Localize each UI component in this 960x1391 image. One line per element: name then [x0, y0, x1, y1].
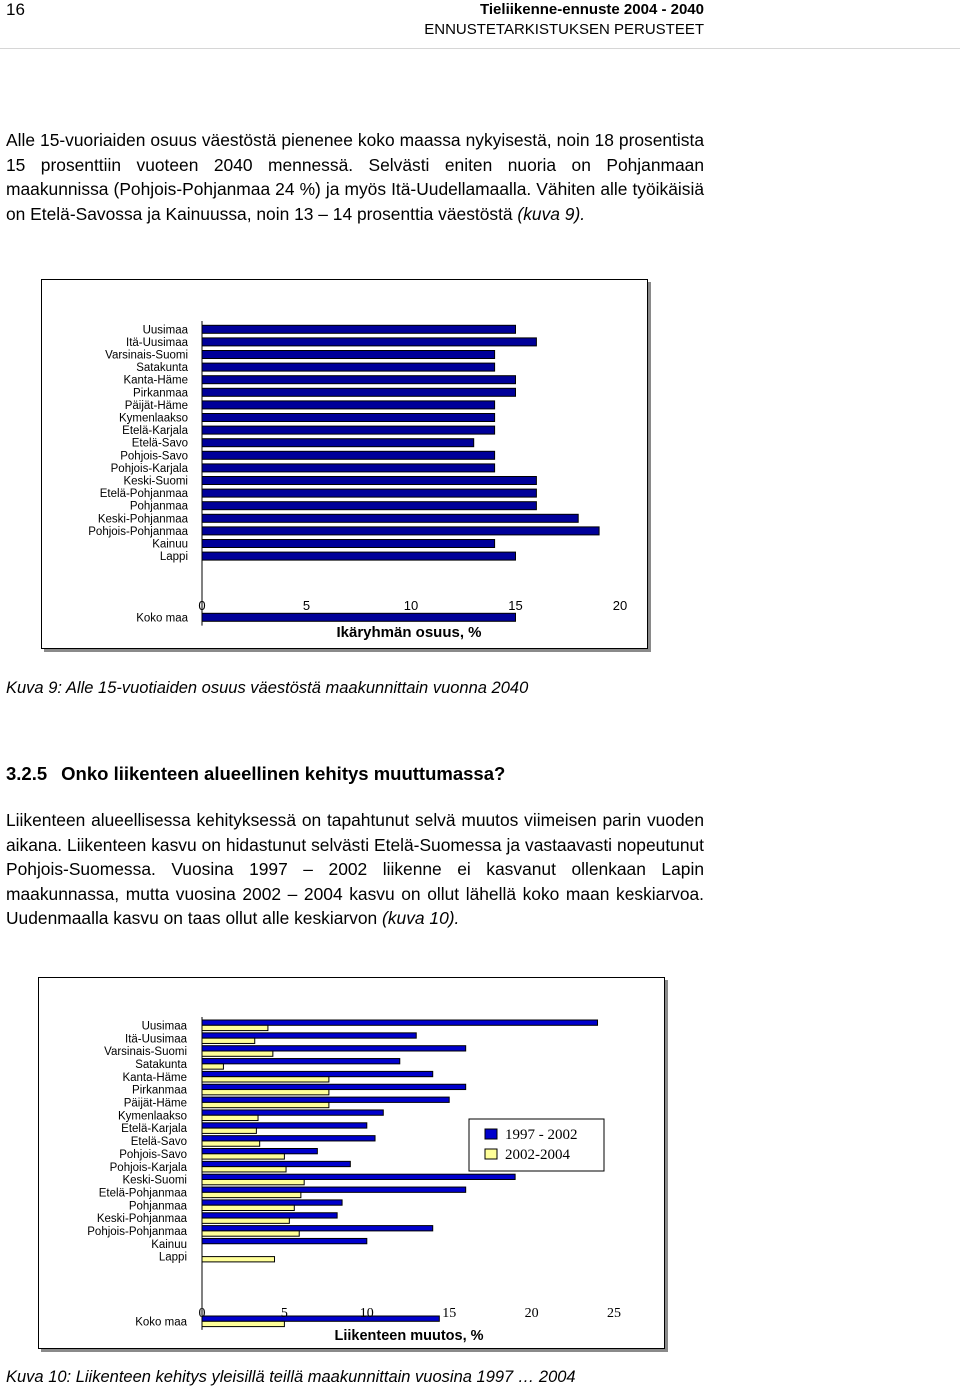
category-label-varsinais-suomi: Varsinais-Suomi — [104, 1046, 187, 1059]
category-label-kymenlaakso: Kymenlaakso — [117, 1110, 187, 1123]
x-tick-label-0: 0 — [198, 1306, 206, 1321]
category-label-varsinais-suomi: Varsinais-Suomi — [105, 349, 188, 362]
bar-varsinais-suomi — [202, 351, 495, 359]
x-tick-label-20: 20 — [612, 598, 628, 613]
category-label-uusimaa: Uusimaa — [142, 324, 188, 337]
bar-s2-koko-maa — [202, 1321, 284, 1326]
bar-s1-etela-pohjanmaa — [202, 1187, 466, 1192]
running-header — [424, 0, 704, 40]
bar-keski-pohjanmaa — [202, 514, 578, 522]
x-tick-label-15: 15 — [508, 598, 523, 613]
category-label-pohjanmaa: Pohjanmaa — [128, 1200, 187, 1213]
category-label-pirkanmaa: Pirkanmaa — [133, 387, 188, 400]
bar-s2-etela-pohjanmaa — [202, 1192, 301, 1197]
category-label-etela-savo: Etelä-Savo — [131, 437, 188, 450]
bar-kymenlaakso — [202, 414, 495, 422]
chart-kuva-9 — [41, 279, 648, 649]
category-label-keski-suomi: Keski-Suomi — [123, 475, 188, 488]
bar-s1-etela-karjala — [202, 1123, 367, 1128]
category-label-keski-pohjanmaa: Keski-Pohjanmaa — [96, 1213, 187, 1226]
category-label-pohjois-pohjanmaa: Pohjois-Pohjanmaa — [88, 525, 188, 538]
category-label-koko-maa: Koko maa — [136, 612, 188, 625]
category-label-pohjois-savo: Pohjois-Savo — [120, 450, 188, 463]
bar-s1-pohjois-savo — [202, 1149, 317, 1154]
category-label-uusimaa: Uusimaa — [141, 1020, 187, 1033]
chart-kuva-10-svg — [39, 978, 669, 1352]
category-label-ita-uusimaa: Itä-Uusimaa — [126, 336, 188, 349]
bar-s2-kanta-hame — [202, 1077, 329, 1082]
bar-etela-savo — [202, 439, 474, 447]
legend-swatch-1 — [485, 1129, 497, 1139]
bar-uusimaa — [202, 325, 516, 333]
bar-s1-kymenlaakso — [202, 1110, 383, 1115]
bar-kanta-hame — [202, 376, 516, 384]
bar-s1-koko-maa — [202, 1316, 439, 1321]
bar-etela-karjala — [202, 426, 495, 434]
category-label-paijat-hame: Päijät-Häme — [124, 399, 188, 412]
bar-pohjanmaa — [202, 502, 536, 510]
bar-etela-pohjanmaa — [202, 489, 536, 497]
paragraph-intro-text: Alle 15-vuoriaiden osuus väestöstä pienenee koko maassa nykyisestä, noin 18 prosentista 15 prosenttiin vuoteen 2040 mennessä. Selvästi eniten nuoria on Pohjanmaan maakunnissa (Pohjois-Pohjanmaa 24 %) ja myös Itä-Uudellamaalla. Vähiten alle työikäisiä on Etelä-Savossa ja Kainuussa, noin 13 – 14 prosenttia väestöstä — [6, 130, 704, 224]
category-label-ita-uusimaa: Itä-Uusimaa — [125, 1033, 187, 1046]
header-subtitle: ENNUSTETARKISTUKSEN PERUSTEET — [424, 21, 704, 38]
section-title: Onko liikenteen alueellinen kehitys muuttumassa? — [61, 763, 506, 784]
legend-swatch-2 — [485, 1149, 497, 1159]
bar-s2-varsinais-suomi — [202, 1051, 273, 1056]
bar-s1-satakunta — [202, 1059, 400, 1064]
category-label-etela-pohjanmaa: Etelä-Pohjanmaa — [99, 488, 188, 501]
category-label-kanta-hame: Kanta-Häme — [122, 1071, 187, 1084]
bar-s2-ita-uusimaa — [202, 1038, 255, 1043]
bar-pohjois-karjala — [202, 464, 495, 472]
x-tick-label-5: 5 — [280, 1306, 288, 1321]
bar-s1-uusimaa — [202, 1020, 598, 1025]
category-label-etela-karjala: Etelä-Karjala — [121, 1123, 187, 1136]
x-axis-title: Ikäryhmän osuus, % — [336, 624, 482, 641]
category-label-pohjois-karjala: Pohjois-Karjala — [109, 1161, 187, 1174]
bar-kainuu — [202, 540, 495, 548]
x-tick-label-25: 25 — [607, 1306, 621, 1321]
bar-pohjois-pohjanmaa — [202, 527, 599, 535]
bar-koko-maa — [202, 613, 516, 621]
category-label-etela-pohjanmaa: Etelä-Pohjanmaa — [98, 1187, 187, 1200]
bar-s1-pirkanmaa — [202, 1084, 466, 1089]
bar-lappi — [202, 552, 516, 560]
category-label-satakunta: Satakunta — [136, 362, 188, 375]
bar-s2-pohjois-pohjanmaa — [202, 1231, 299, 1236]
x-tick-label-20: 20 — [524, 1306, 539, 1321]
category-label-kainuu: Kainuu — [152, 538, 188, 551]
category-label-satakunta: Satakunta — [135, 1058, 187, 1071]
bar-s1-keski-suomi — [202, 1174, 515, 1179]
figure-caption-9: Kuva 9: Alle 15-vuotiaiden osuus väestöstä maakunnittain vuonna 2040 — [6, 679, 529, 697]
legend-label-1: 1997 - 2002 — [505, 1127, 578, 1143]
category-label-pirkanmaa: Pirkanmaa — [132, 1084, 187, 1097]
category-label-kymenlaakso: Kymenlaakso — [118, 412, 188, 425]
bar-s2-keski-suomi — [202, 1180, 304, 1185]
x-tick-label-15: 15 — [442, 1306, 457, 1321]
bar-s2-uusimaa — [202, 1025, 268, 1030]
header-divider — [0, 48, 960, 49]
bar-s2-paijat-hame — [202, 1102, 329, 1107]
category-label-pohjois-karjala: Pohjois-Karjala — [110, 462, 188, 475]
section-heading — [6, 763, 519, 785]
legend-label-2: 2002-2004 — [505, 1147, 570, 1163]
bar-s2-pirkanmaa — [202, 1090, 329, 1095]
x-axis-title: Liikenteen muutos, % — [334, 1328, 484, 1344]
category-label-kainuu: Kainuu — [151, 1238, 187, 1251]
x-tick-label-5: 5 — [302, 598, 311, 613]
bar-s2-kymenlaakso — [202, 1115, 258, 1120]
x-tick-label-10: 10 — [403, 598, 419, 613]
bar-s2-pohjois-savo — [202, 1154, 284, 1159]
chart-kuva-9-svg — [42, 280, 652, 652]
paragraph-traffic-text: Liikenteen alueellisessa kehityksessä on tapahtunut selvä muutos viimeisen parin vuoden aikana. Liikenteen kasvu on hidastunut selvästi Etelä-Suomessa ja vastaavasti nopeutunut Pohjois-Suomessa. Vuosina 1997 – 2002 liikenne ei kasvanut ollenkaan Lapin maakunnassa, mutta vuosina 2002 – 2004 kasvu on ollut lähellä koko maan keskiarvoa. Uudenmaalla kasvu on taas ollut alle keskiarvon — [6, 810, 704, 929]
chart-legend — [469, 1119, 604, 1171]
section-number: 3.2.5 — [6, 763, 48, 784]
bar-pirkanmaa — [202, 388, 516, 396]
bar-s1-paijat-hame — [202, 1097, 449, 1102]
category-label-pohjanmaa: Pohjanmaa — [129, 500, 188, 513]
bar-s1-pohjois-karjala — [202, 1161, 350, 1166]
category-label-kanta-hame: Kanta-Häme — [123, 374, 188, 387]
category-label-etela-karjala: Etelä-Karjala — [122, 425, 188, 438]
bar-keski-suomi — [202, 477, 536, 485]
bar-s1-kainuu — [202, 1238, 367, 1243]
bar-s2-satakunta — [202, 1064, 223, 1069]
bar-satakunta — [202, 363, 495, 371]
paragraph-traffic — [6, 808, 704, 931]
paragraph-intro — [6, 128, 704, 226]
bar-s2-pohjanmaa — [202, 1205, 294, 1210]
bar-s1-pohjanmaa — [202, 1200, 342, 1205]
bar-s1-varsinais-suomi — [202, 1046, 466, 1051]
bar-pohjois-savo — [202, 451, 495, 459]
bar-s1-etela-savo — [202, 1136, 375, 1141]
figure-caption-10: Kuva 10: Liikenteen kehitys yleisillä teillä maakunnittain vuosina 1997 … 2004 — [6, 1368, 576, 1386]
category-label-koko-maa: Koko maa — [135, 1316, 187, 1329]
page-number: 16 — [6, 0, 25, 19]
x-tick-label-0: 0 — [198, 598, 206, 613]
category-label-pohjois-savo: Pohjois-Savo — [119, 1148, 187, 1161]
figure-reference: (kuva 9). — [517, 203, 586, 224]
category-label-paijat-hame: Päijät-Häme — [123, 1097, 187, 1110]
figure-reference: (kuva 10). — [382, 908, 460, 929]
chart-kuva-10 — [38, 977, 665, 1349]
bar-ita-uusimaa — [202, 338, 536, 346]
bar-s2-etela-karjala — [202, 1128, 256, 1133]
category-label-lappi: Lappi — [158, 1251, 187, 1264]
category-label-keski-pohjanmaa: Keski-Pohjanmaa — [97, 513, 188, 526]
bar-paijat-hame — [202, 401, 495, 409]
bar-s1-keski-pohjanmaa — [202, 1213, 337, 1218]
bar-s1-kanta-hame — [202, 1071, 433, 1076]
bar-s1-ita-uusimaa — [202, 1033, 416, 1038]
category-label-pohjois-pohjanmaa: Pohjois-Pohjanmaa — [87, 1226, 187, 1239]
bar-s2-pohjois-karjala — [202, 1167, 286, 1172]
header-title: Tieliikenne-ennuste 2004 - 2040 — [480, 1, 704, 18]
bar-s1-pohjois-pohjanmaa — [202, 1226, 433, 1231]
category-label-etela-savo: Etelä-Savo — [130, 1136, 187, 1149]
bar-s2-lappi — [202, 1257, 275, 1262]
x-tick-label-10: 10 — [359, 1306, 374, 1321]
bar-s2-keski-pohjanmaa — [202, 1218, 289, 1223]
bar-s2-etela-savo — [202, 1141, 260, 1146]
category-label-lappi: Lappi — [159, 551, 188, 564]
category-label-keski-suomi: Keski-Suomi — [122, 1174, 187, 1187]
